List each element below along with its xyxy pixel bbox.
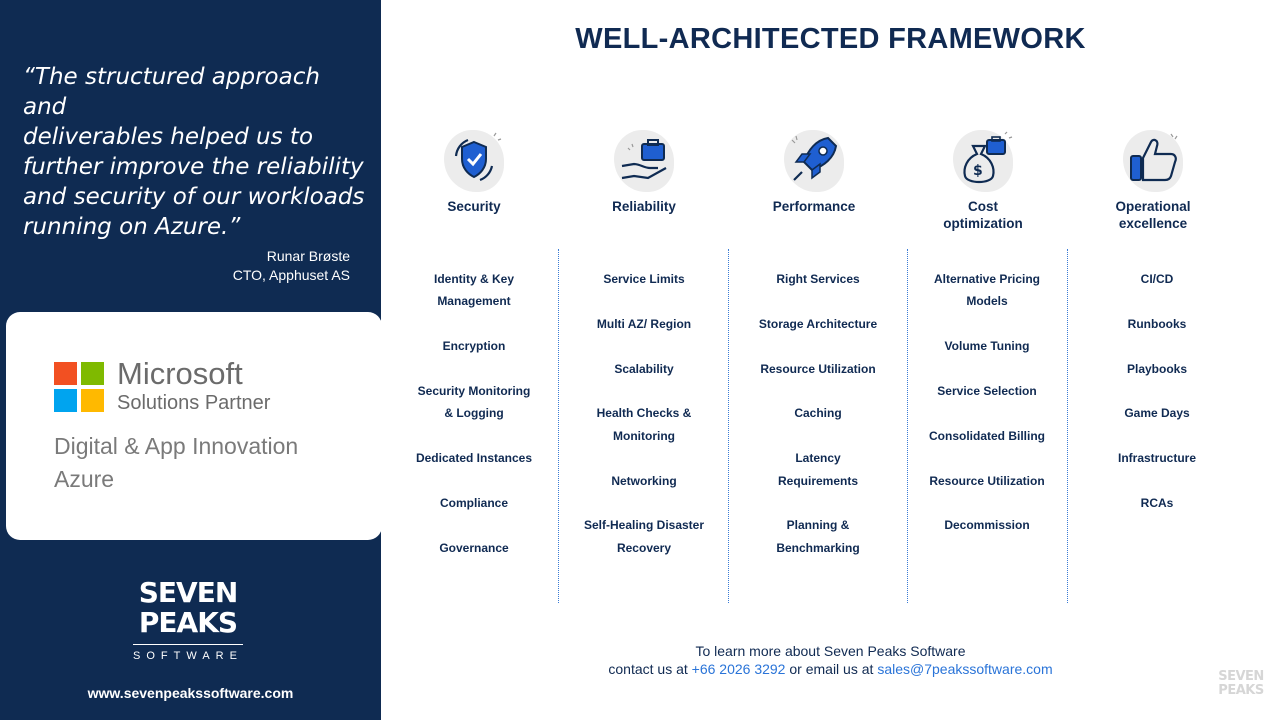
thumbs-up-icon — [1123, 128, 1183, 194]
list-item: Playbooks — [1126, 361, 1188, 376]
pillar-name — [1078, 198, 1228, 232]
footer-contact — [381, 660, 1280, 678]
list-item: Recovery — [616, 540, 672, 555]
security-items — [399, 268, 549, 559]
list-item: Game Days — [1124, 406, 1190, 421]
list-item: Resource Utilization — [929, 473, 1045, 488]
logo-divider — [133, 644, 243, 645]
list-item: CI/CD — [1140, 272, 1174, 286]
contact-footer — [381, 642, 1280, 678]
performance-items — [743, 268, 893, 559]
column-divider — [1067, 249, 1068, 603]
pillar-name: Performance — [772, 199, 856, 214]
list-item: Multi AZ/ Region — [596, 316, 692, 331]
solutions-partner-label: Solutions Partner — [117, 392, 271, 414]
pillar-name: Reliability — [612, 199, 676, 214]
list-item: Volume Tuning — [944, 339, 1030, 354]
list-item: Self-Healing Disaster — [583, 518, 705, 533]
list-item: RCAs — [1140, 495, 1174, 510]
list-item: Scalability — [614, 361, 674, 376]
column-divider — [558, 249, 559, 603]
list-item: Infrastructure — [1117, 451, 1197, 466]
testimonial-quote — [23, 62, 368, 242]
microsoft-partner-badge — [6, 312, 382, 540]
contact-prefix: contact us at — [608, 661, 692, 677]
logo-word-peaks: PEAKS — [138, 606, 238, 639]
list-item: Monitoring — [613, 428, 675, 443]
page-title: WELL-ARCHITECTED FRAMEWORK — [575, 23, 1086, 55]
quote-line: deliverables helped us to — [23, 124, 314, 150]
reliability-items — [569, 268, 719, 559]
list-item: Consolidated Billing — [929, 428, 1045, 443]
list-item: Service Limits — [603, 272, 685, 286]
watermark-word-peaks: PEAKS — [1218, 683, 1264, 698]
quote-line: further improve the reliability — [23, 154, 364, 180]
website-link[interactable]: www.sevenpeakssoftware.com — [87, 685, 294, 701]
list-item: Dedicated Instances — [415, 451, 533, 466]
pillar-operational-excellence — [1078, 128, 1228, 232]
list-item: Compliance — [439, 496, 508, 510]
quote-line: “The structured approach and — [23, 64, 320, 120]
list-item: Resource Utilization — [760, 361, 876, 376]
watermark-word-seven: SEVEN — [1218, 669, 1264, 684]
email-prefix: or email us at — [785, 661, 878, 677]
list-item: Runbooks — [1127, 316, 1187, 331]
list-item: Encryption — [442, 339, 506, 354]
author-role: CTO, Apphuset AS — [232, 267, 350, 283]
pillar-name — [908, 198, 1058, 232]
list-item: Health Checks & — [596, 406, 692, 421]
partner-specialization — [54, 430, 354, 496]
microsoft-brand: Microsoft — [117, 356, 243, 391]
list-item: Right Services — [776, 272, 860, 286]
specialization-name: Digital & App Innovation — [54, 433, 299, 459]
list-item: Governance — [439, 540, 509, 555]
rocket-icon — [784, 128, 844, 194]
quote-line: and security of our workloads — [23, 184, 365, 210]
platform-name: Azure — [54, 466, 115, 492]
operational-excellence-items — [1082, 268, 1232, 514]
email-link[interactable]: sales@7peakssoftware.com — [877, 661, 1053, 677]
logo-tagline: SOFTWARE — [133, 650, 243, 662]
hand-briefcase-icon — [614, 128, 674, 194]
logo-word-seven: SEVEN — [138, 576, 238, 609]
pillar-performance — [739, 128, 889, 215]
shield-check-icon — [444, 128, 504, 194]
author-name: Runar Brøste — [266, 248, 350, 264]
list-item: Storage Architecture — [758, 316, 878, 331]
pillar-name-line: Cost — [968, 199, 998, 214]
pillar-cost-optimization — [908, 128, 1058, 232]
pillar-reliability — [569, 128, 719, 215]
list-item: Requirements — [777, 473, 859, 488]
column-divider — [728, 249, 729, 603]
phone-link[interactable]: +66 2026 3292 — [691, 661, 786, 677]
quote-line: running on Azure.” — [23, 214, 241, 240]
list-item: Management — [437, 294, 511, 309]
money-bag-icon — [953, 128, 1013, 194]
list-item: & Logging — [444, 406, 504, 421]
seven-peaks-logo — [132, 578, 244, 662]
quote-author — [233, 247, 350, 285]
list-item: Caching — [794, 406, 842, 421]
microsoft-logo-icon — [54, 362, 104, 412]
list-item: Alternative Pricing — [933, 272, 1041, 286]
pillar-name-line: optimization — [943, 216, 1023, 231]
pillar-security — [399, 128, 549, 215]
list-item: Latency — [795, 451, 841, 466]
pillar-name-line: excellence — [1118, 216, 1188, 231]
list-item: Decommission — [944, 518, 1030, 533]
list-item: Networking — [611, 473, 677, 488]
list-item: Planning & — [786, 518, 850, 533]
list-item: Security Monitoring — [417, 384, 531, 398]
seven-peaks-watermark-logo — [1215, 670, 1267, 698]
pillar-name-line: Operational — [1115, 199, 1191, 214]
left-panel — [0, 0, 381, 720]
list-item: Service Selection — [937, 384, 1037, 398]
cost-optimization-items — [912, 268, 1062, 537]
list-item: Benchmarking — [776, 540, 860, 555]
footer-intro: To learn more about Seven Peaks Software — [695, 643, 966, 659]
svg-text:$: $ — [973, 163, 983, 179]
list-item: Identity & Key — [433, 272, 514, 286]
list-item: Models — [966, 294, 1008, 309]
column-divider — [907, 249, 908, 603]
pillar-name: Security — [447, 199, 501, 214]
